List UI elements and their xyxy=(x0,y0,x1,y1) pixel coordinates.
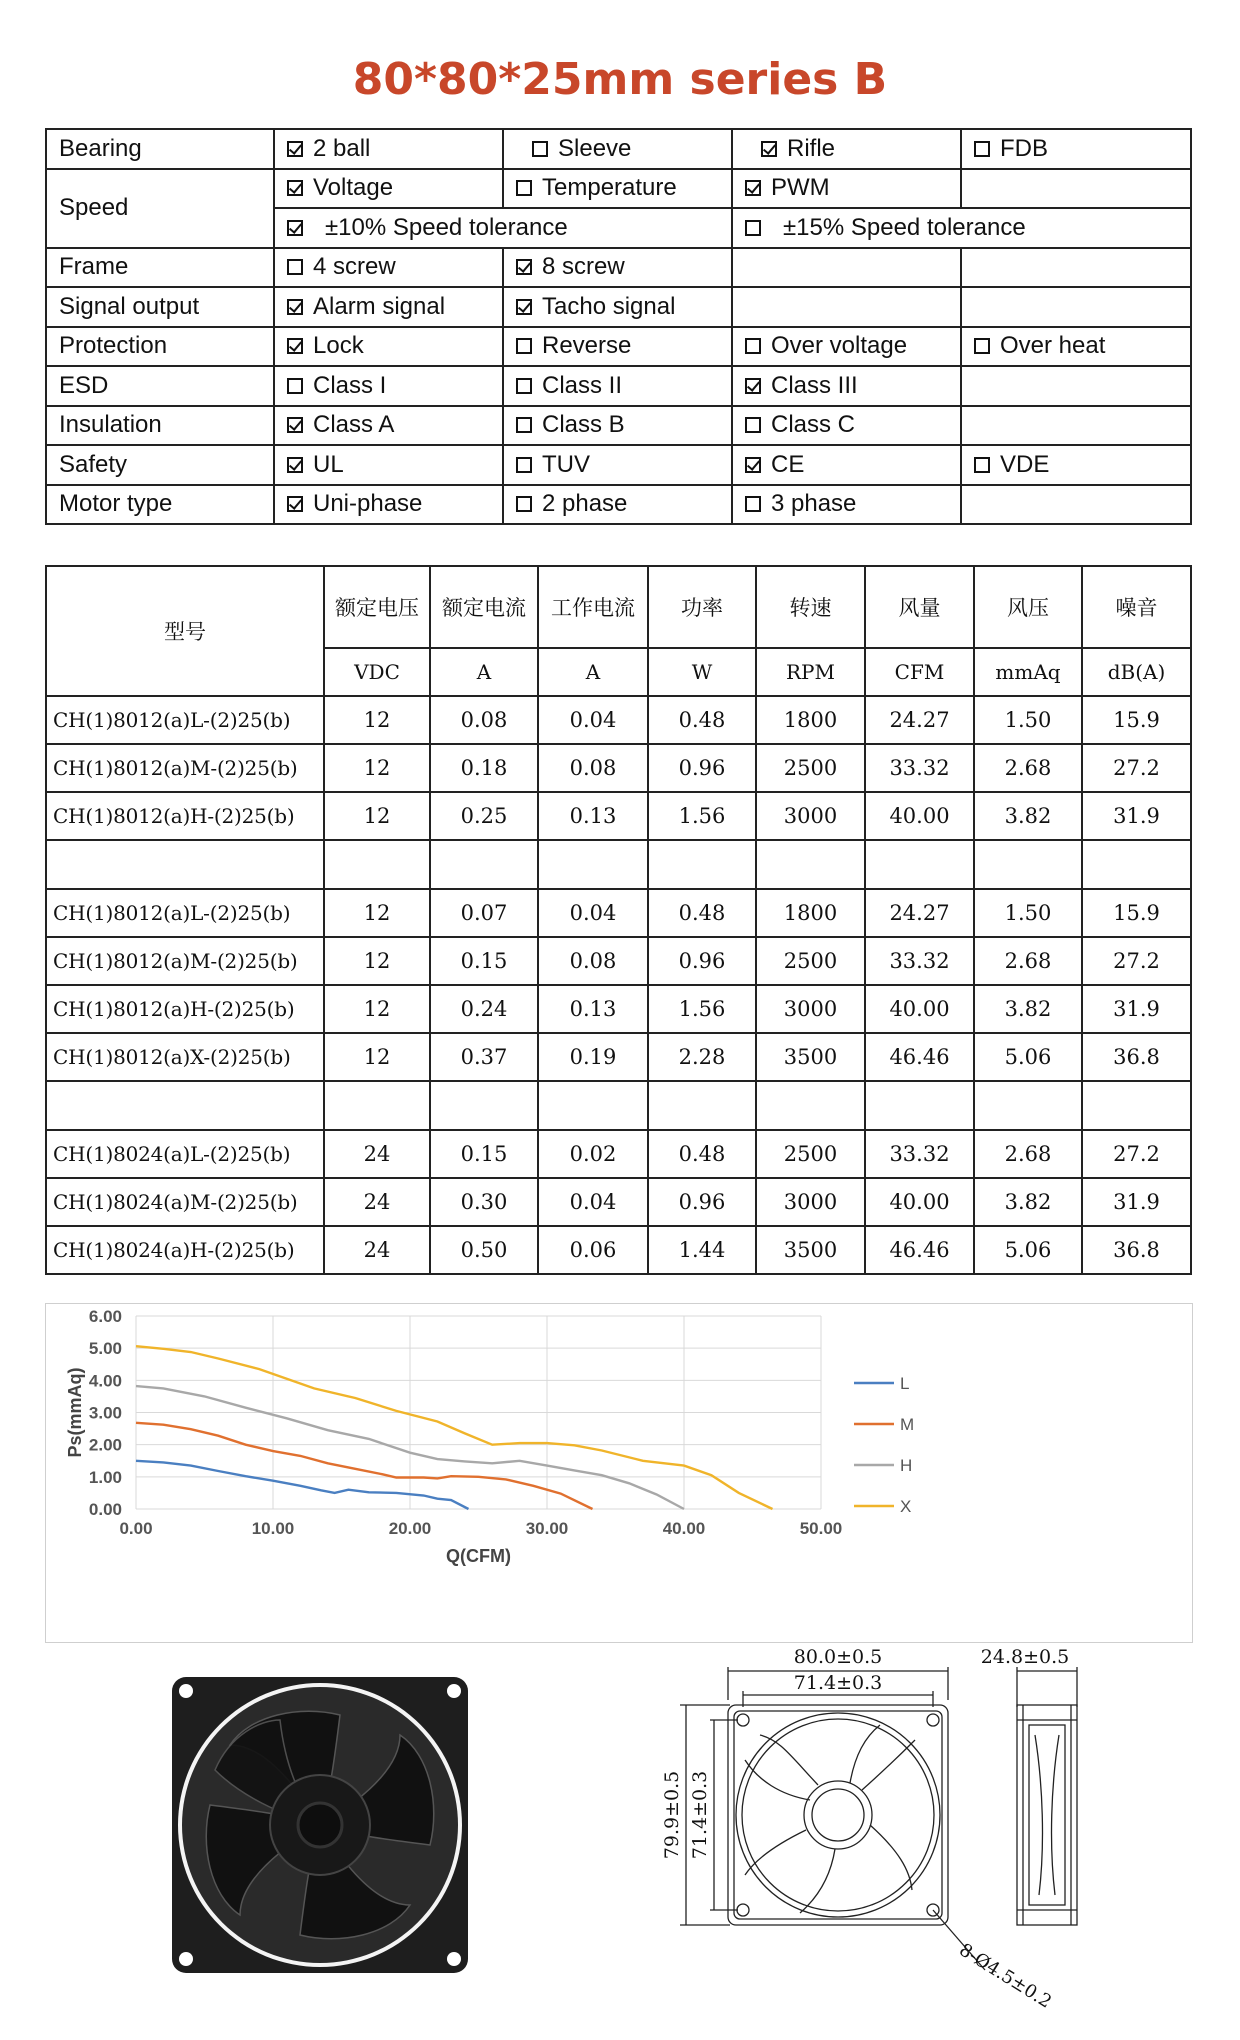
value-cell: 24.27 xyxy=(865,889,974,937)
checkbox-empty-icon xyxy=(974,141,990,157)
option-label: Over heat xyxy=(1000,332,1106,360)
option-fdb[interactable] xyxy=(961,129,1191,169)
option-8-screw[interactable] xyxy=(503,248,732,288)
feature-label: Protection xyxy=(46,327,274,367)
checkbox-checked-icon xyxy=(287,338,303,354)
feature-label: Safety xyxy=(46,445,274,485)
value-cell: 27.2 xyxy=(1082,1130,1191,1178)
mount-hole-icon xyxy=(179,1684,193,1698)
option-rifle[interactable] xyxy=(732,129,961,169)
model-cell: CH(1)8012(a)L-(2)25(b) xyxy=(46,696,324,744)
option-label: Class II xyxy=(542,371,623,399)
value-cell: 3.82 xyxy=(974,792,1082,840)
spec-row xyxy=(46,1130,1191,1178)
spec-row xyxy=(46,1226,1191,1274)
mount-hole-icon xyxy=(447,1952,461,1966)
x-tick-label: 10.00 xyxy=(251,1519,295,1538)
checkbox-checked-icon xyxy=(745,378,761,394)
spec-header-row xyxy=(46,566,1191,648)
empty-cell xyxy=(961,366,1191,406)
x-tick-label: 40.00 xyxy=(662,1519,706,1538)
checkbox-empty-icon xyxy=(287,259,303,275)
series-line-m xyxy=(136,1423,593,1509)
option-label: Class III xyxy=(771,371,858,399)
spec-group-12v-a xyxy=(46,696,1191,840)
feature-label: Insulation xyxy=(46,406,274,446)
value-cell: 0.15 xyxy=(430,937,538,985)
feature-label: ESD xyxy=(46,366,274,406)
option-label: TUV xyxy=(542,450,590,478)
value-cell: 0.04 xyxy=(538,889,648,937)
model-cell: CH(1)8012(a)H-(2)25(b) xyxy=(46,985,324,1033)
checkbox-empty-icon xyxy=(516,180,532,196)
spec-row xyxy=(46,792,1191,840)
checkbox-empty-icon xyxy=(974,338,990,354)
spec-row xyxy=(46,1033,1191,1081)
checkbox-checked-icon xyxy=(287,220,303,236)
empty-cell xyxy=(961,406,1191,446)
option-vde[interactable] xyxy=(961,445,1191,485)
option-label: 3 phase xyxy=(771,490,857,518)
model-cell: CH(1)8012(a)H-(2)25(b) xyxy=(46,792,324,840)
checkbox-empty-icon xyxy=(516,457,532,473)
value-cell: 0.08 xyxy=(538,744,648,792)
value-cell: 0.96 xyxy=(648,744,756,792)
value-cell: 31.9 xyxy=(1082,985,1191,1033)
y-tick-label: 4.00 xyxy=(88,1371,122,1391)
option-class-i[interactable] xyxy=(274,366,503,406)
value-cell: 31.9 xyxy=(1082,792,1191,840)
value-cell: 0.08 xyxy=(538,937,648,985)
value-cell: 2.68 xyxy=(974,744,1082,792)
empty-cell xyxy=(732,287,961,327)
checkbox-checked-icon xyxy=(516,299,532,315)
spec-separator-row xyxy=(46,840,1191,889)
option-label: 4 screw xyxy=(313,253,396,281)
y-tick-label: 3.00 xyxy=(88,1403,122,1423)
feature-row-bearing xyxy=(46,129,1191,169)
feature-row-signal xyxy=(46,287,1191,327)
unit-cell: RPM xyxy=(756,648,865,696)
checkbox-empty-icon xyxy=(516,338,532,354)
checkbox-empty-icon xyxy=(745,338,761,354)
option-sleeve[interactable] xyxy=(503,129,732,169)
value-cell: 1.56 xyxy=(648,985,756,1033)
value-cell: 0.02 xyxy=(538,1130,648,1178)
checkbox-empty-icon xyxy=(516,378,532,394)
y-axis-label: Ps(mmAq) xyxy=(65,1367,85,1458)
value-cell: 3000 xyxy=(756,1178,865,1226)
value-cell: 0.06 xyxy=(538,1226,648,1274)
checkbox-checked-icon xyxy=(761,141,777,157)
option-label: FDB xyxy=(1000,134,1048,162)
option-4-screw[interactable] xyxy=(274,248,503,288)
spec-row xyxy=(46,744,1191,792)
fan-photo xyxy=(170,1675,470,1975)
value-cell: 12 xyxy=(324,792,430,840)
value-cell: 46.46 xyxy=(865,1033,974,1081)
spec-group-12v-b xyxy=(46,889,1191,1081)
checkbox-checked-icon xyxy=(287,417,303,433)
value-cell: 36.8 xyxy=(1082,1226,1191,1274)
empty-cell xyxy=(961,485,1191,525)
y-tick-label: 0.00 xyxy=(88,1500,122,1519)
value-cell: 0.48 xyxy=(648,889,756,937)
value-cell: 0.48 xyxy=(648,696,756,744)
option-2-phase[interactable] xyxy=(503,485,732,525)
value-cell: 0.25 xyxy=(430,792,538,840)
option-over-voltage[interactable] xyxy=(732,327,961,367)
option-class-a[interactable] xyxy=(274,406,503,446)
header-pressure: 风压 xyxy=(974,566,1082,648)
option-label: ±15% Speed tolerance xyxy=(783,213,1026,241)
option-label: CE xyxy=(771,450,805,478)
feature-row-esd xyxy=(46,366,1191,406)
value-cell: 2500 xyxy=(756,744,865,792)
option-label: 2 ball xyxy=(313,134,371,162)
x-tick-label: 20.00 xyxy=(388,1519,432,1538)
value-cell: 40.00 xyxy=(865,792,974,840)
legend-label-l: L xyxy=(900,1374,910,1393)
option-over-heat[interactable] xyxy=(961,327,1191,367)
page-title: 80*80*25mm series B xyxy=(352,54,888,105)
model-cell: CH(1)8024(a)L-(2)25(b) xyxy=(46,1130,324,1178)
side-dimension-drawing xyxy=(965,1645,1095,1945)
option-label: Uni-phase xyxy=(313,490,423,518)
empty-cell xyxy=(732,248,961,288)
checkbox-empty-icon xyxy=(745,496,761,512)
option-tuv[interactable] xyxy=(503,445,732,485)
y-tick-label: 2.00 xyxy=(88,1435,122,1455)
value-cell: 12 xyxy=(324,1033,430,1081)
value-cell: 31.9 xyxy=(1082,1178,1191,1226)
option-lock[interactable] xyxy=(274,327,503,367)
value-cell: 0.13 xyxy=(538,985,648,1033)
empty-cell xyxy=(961,248,1191,288)
option-class-ii[interactable] xyxy=(503,366,732,406)
dim-height-outer: 79.9±0.5 xyxy=(661,1770,683,1860)
unit-cell: A xyxy=(430,648,538,696)
value-cell: 12 xyxy=(324,889,430,937)
spec-row xyxy=(46,985,1191,1033)
series-line-l xyxy=(136,1461,469,1509)
value-cell: 1.50 xyxy=(974,696,1082,744)
value-cell: 12 xyxy=(324,744,430,792)
checkbox-empty-icon xyxy=(516,496,532,512)
spec-separator-row xyxy=(46,1081,1191,1130)
option-temperature[interactable] xyxy=(503,169,732,209)
header-working-current: 工作电流 xyxy=(538,566,648,648)
chart-svg xyxy=(46,1304,1192,1642)
checkbox-checked-icon xyxy=(745,457,761,473)
value-cell: 24 xyxy=(324,1178,430,1226)
x-tick-label: 30.00 xyxy=(525,1519,569,1538)
option-label: Lock xyxy=(313,332,364,360)
value-cell: 0.04 xyxy=(538,1178,648,1226)
checkbox-empty-icon xyxy=(974,457,990,473)
value-cell: 0.18 xyxy=(430,744,538,792)
checkbox-checked-icon xyxy=(287,299,303,315)
value-cell: 0.96 xyxy=(648,937,756,985)
option-label: Tacho signal xyxy=(542,292,676,320)
header-speed: 转速 xyxy=(756,566,865,648)
option-tacho-signal[interactable] xyxy=(503,287,732,327)
feature-table xyxy=(45,128,1192,525)
option-3-phase[interactable] xyxy=(732,485,961,525)
y-tick-label: 6.00 xyxy=(88,1307,122,1326)
feature-label: Motor type xyxy=(46,485,274,525)
value-cell: 33.32 xyxy=(865,744,974,792)
value-cell: 2500 xyxy=(756,937,865,985)
value-cell: 1.56 xyxy=(648,792,756,840)
value-cell: 33.32 xyxy=(865,937,974,985)
dim-width-inner: 71.4±0.3 xyxy=(793,1672,883,1694)
value-cell: 40.00 xyxy=(865,1178,974,1226)
checkbox-empty-icon xyxy=(532,141,548,157)
feature-row-protection xyxy=(46,327,1191,367)
option-reverse[interactable] xyxy=(503,327,732,367)
model-cell: CH(1)8012(a)L-(2)25(b) xyxy=(46,889,324,937)
unit-cell: dB(A) xyxy=(1082,648,1191,696)
value-cell: 0.04 xyxy=(538,696,648,744)
value-cell: 0.50 xyxy=(430,1226,538,1274)
option-uni-phase[interactable] xyxy=(274,485,503,525)
value-cell: 24 xyxy=(324,1130,430,1178)
checkbox-checked-icon xyxy=(287,457,303,473)
unit-cell: A xyxy=(538,648,648,696)
legend-label-h: H xyxy=(900,1456,913,1475)
value-cell: 15.9 xyxy=(1082,696,1191,744)
value-cell: 5.06 xyxy=(974,1226,1082,1274)
feature-label: Speed xyxy=(46,169,274,248)
option-speed-tolerance-15[interactable] xyxy=(732,208,1191,248)
option-label: UL xyxy=(313,450,344,478)
value-cell: 1.44 xyxy=(648,1226,756,1274)
value-cell: 27.2 xyxy=(1082,937,1191,985)
mount-hole-icon xyxy=(179,1952,193,1966)
value-cell: 3000 xyxy=(756,792,865,840)
option-ul[interactable] xyxy=(274,445,503,485)
value-cell: 0.48 xyxy=(648,1130,756,1178)
value-cell: 0.15 xyxy=(430,1130,538,1178)
unit-cell: VDC xyxy=(324,648,430,696)
feature-label: Signal output xyxy=(46,287,274,327)
value-cell: 2.68 xyxy=(974,1130,1082,1178)
spec-group-24v xyxy=(46,1130,1191,1274)
value-cell: 15.9 xyxy=(1082,889,1191,937)
value-cell: 2.28 xyxy=(648,1033,756,1081)
value-cell: 1800 xyxy=(756,889,865,937)
value-cell: 27.2 xyxy=(1082,744,1191,792)
option-pwm[interactable] xyxy=(732,169,961,209)
spec-row xyxy=(46,696,1191,744)
header-power: 功率 xyxy=(648,566,756,648)
feature-row-insulation xyxy=(46,406,1191,446)
value-cell: 3.82 xyxy=(974,1178,1082,1226)
value-cell: 36.8 xyxy=(1082,1033,1191,1081)
model-cell: CH(1)8012(a)X-(2)25(b) xyxy=(46,1033,324,1081)
value-cell: 33.32 xyxy=(865,1130,974,1178)
dim-mount-holes: 8-Ø4.5±0.2 xyxy=(955,1939,1056,2013)
option-label: 8 screw xyxy=(542,253,625,281)
value-cell: 0.13 xyxy=(538,792,648,840)
value-cell: 0.37 xyxy=(430,1033,538,1081)
model-cell: CH(1)8024(a)H-(2)25(b) xyxy=(46,1226,324,1274)
value-cell: 3.82 xyxy=(974,985,1082,1033)
value-cell: 3500 xyxy=(756,1226,865,1274)
x-tick-label: 0.00 xyxy=(119,1519,153,1538)
unit-cell: mmAq xyxy=(974,648,1082,696)
model-cell: CH(1)8024(a)M-(2)25(b) xyxy=(46,1178,324,1226)
unit-cell: W xyxy=(648,648,756,696)
value-cell: 24 xyxy=(324,1226,430,1274)
option-label: Sleeve xyxy=(558,134,632,162)
checkbox-checked-icon xyxy=(287,180,303,196)
header-rated-voltage: 额定电压 xyxy=(324,566,430,648)
value-cell: 1.50 xyxy=(974,889,1082,937)
header-rated-current: 额定电流 xyxy=(430,566,538,648)
option-label: Alarm signal xyxy=(313,292,446,320)
value-cell: 12 xyxy=(324,937,430,985)
option-label: VDE xyxy=(1000,450,1050,478)
value-cell: 0.07 xyxy=(430,889,538,937)
unit-cell: CFM xyxy=(865,648,974,696)
option-label: Class C xyxy=(771,411,856,439)
checkbox-checked-icon xyxy=(745,180,761,196)
spec-table xyxy=(45,565,1192,1275)
dim-width-outer: 80.0±0.5 xyxy=(793,1646,883,1668)
value-cell: 0.24 xyxy=(430,985,538,1033)
option-label: Class B xyxy=(542,411,625,439)
option-label: Class I xyxy=(313,371,387,399)
option-label: Rifle xyxy=(787,134,836,162)
checkbox-empty-icon xyxy=(745,417,761,433)
legend-label-x: X xyxy=(900,1497,912,1516)
feature-row-safety xyxy=(46,445,1191,485)
y-tick-label: 5.00 xyxy=(88,1339,122,1359)
header-model: 型号 xyxy=(46,566,324,696)
feature-label: Frame xyxy=(46,248,274,288)
value-cell: 5.06 xyxy=(974,1033,1082,1081)
legend-label-m: M xyxy=(900,1415,915,1434)
option-label: 2 phase xyxy=(542,490,628,518)
option-class-c[interactable] xyxy=(732,406,961,446)
option-label: Over voltage xyxy=(771,332,908,360)
checkbox-empty-icon xyxy=(287,378,303,394)
fan-hub-center xyxy=(298,1803,342,1847)
value-cell: 3500 xyxy=(756,1033,865,1081)
value-cell: 46.46 xyxy=(865,1226,974,1274)
option-label: ±10% Speed tolerance xyxy=(325,213,568,241)
value-cell: 2.68 xyxy=(974,937,1082,985)
feature-row-speed xyxy=(46,169,1191,209)
empty-cell xyxy=(961,169,1191,209)
option-label: Reverse xyxy=(542,332,632,360)
model-cell: CH(1)8012(a)M-(2)25(b) xyxy=(46,937,324,985)
option-class-b[interactable] xyxy=(503,406,732,446)
y-tick-label: 1.00 xyxy=(88,1467,122,1487)
spec-row xyxy=(46,1178,1191,1226)
feature-row-frame xyxy=(46,248,1191,288)
dim-depth: 24.8±0.5 xyxy=(980,1646,1070,1668)
series-line-x xyxy=(136,1346,773,1509)
value-cell: 40.00 xyxy=(865,985,974,1033)
option-voltage[interactable] xyxy=(274,169,503,209)
header-airflow: 风量 xyxy=(865,566,974,648)
value-cell: 0.08 xyxy=(430,696,538,744)
option-ce[interactable] xyxy=(732,445,961,485)
model-cell: CH(1)8012(a)M-(2)25(b) xyxy=(46,744,324,792)
checkbox-empty-icon xyxy=(745,220,761,236)
x-tick-label: 50.00 xyxy=(799,1519,843,1538)
checkbox-empty-icon xyxy=(516,417,532,433)
checkbox-checked-icon xyxy=(516,259,532,275)
spec-row xyxy=(46,889,1191,937)
feature-row-motor xyxy=(46,485,1191,525)
pq-curve-chart xyxy=(45,1303,1193,1643)
value-cell: 0.96 xyxy=(648,1178,756,1226)
option-label: Class A xyxy=(313,411,395,439)
option-alarm-signal[interactable] xyxy=(274,287,503,327)
dim-height-inner: 71.4±0.3 xyxy=(689,1770,711,1860)
checkbox-checked-icon xyxy=(287,141,303,157)
value-cell: 0.19 xyxy=(538,1033,648,1081)
option-class-iii[interactable] xyxy=(732,366,961,406)
option-label: Voltage xyxy=(313,174,394,202)
option-speed-tolerance-10[interactable] xyxy=(274,208,732,248)
option-label: PWM xyxy=(771,174,830,202)
value-cell: 2500 xyxy=(756,1130,865,1178)
value-cell: 24.27 xyxy=(865,696,974,744)
empty-cell xyxy=(961,287,1191,327)
value-cell: 0.30 xyxy=(430,1178,538,1226)
value-cell: 1800 xyxy=(756,696,865,744)
value-cell: 3000 xyxy=(756,985,865,1033)
spec-row xyxy=(46,937,1191,985)
mount-hole-icon xyxy=(447,1684,461,1698)
feature-label: Bearing xyxy=(46,129,274,169)
option-2-ball[interactable] xyxy=(274,129,503,169)
value-cell: 12 xyxy=(324,985,430,1033)
checkbox-checked-icon xyxy=(287,496,303,512)
x-axis-label: Q(CFM) xyxy=(446,1546,511,1566)
option-label: Temperature xyxy=(542,174,677,202)
header-noise: 噪音 xyxy=(1082,566,1191,648)
value-cell: 12 xyxy=(324,696,430,744)
